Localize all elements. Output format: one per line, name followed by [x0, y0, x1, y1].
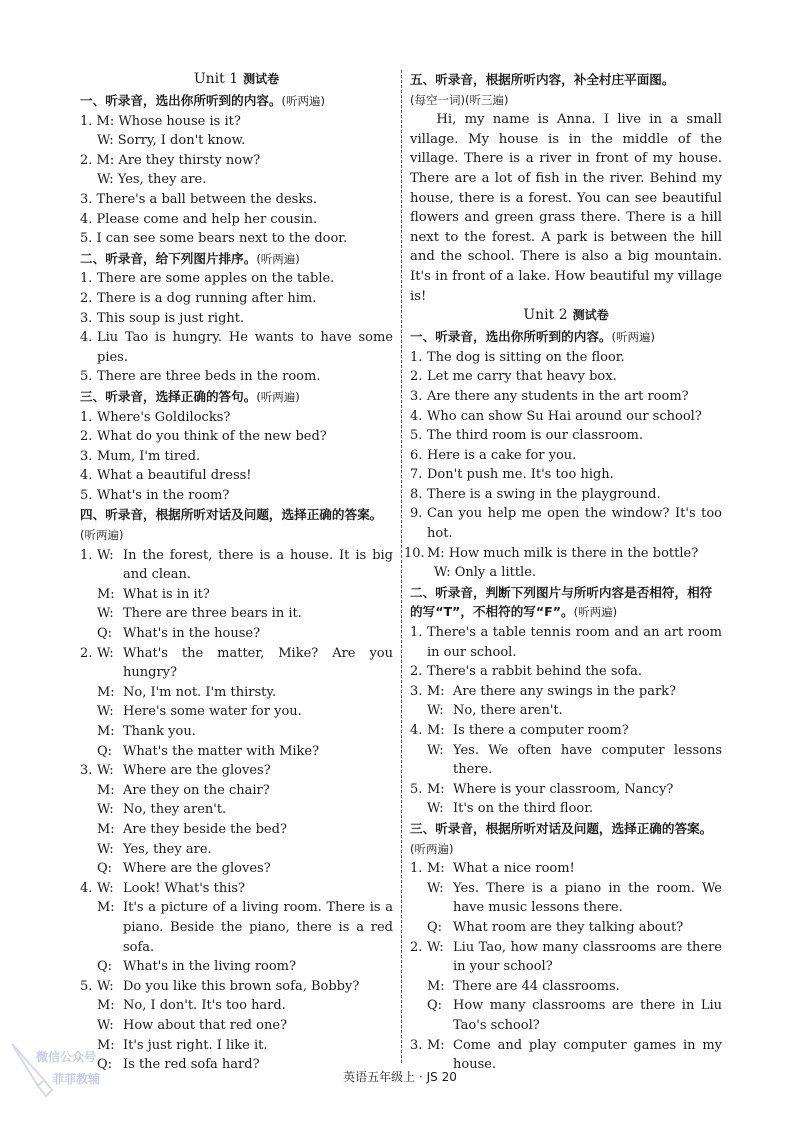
- list-item: 3. There's a ball between the desks.: [80, 191, 318, 207]
- dialogue-line: W: Yes. We often have computer lessons there.: [427, 742, 722, 778]
- list-item: 10. M: How much milk is there in the bottle?: [404, 545, 699, 561]
- dialogue-line: M: It's a picture of a living room. There is a piano. Beside the piano, there is a red sofa.: [97, 900, 393, 955]
- list-item: 8. There is a swing in the playground.: [410, 486, 661, 502]
- dialogue-line: W: No, they aren't.: [97, 802, 227, 818]
- dialogue-line: M: Are they on the chair?: [97, 782, 270, 798]
- dialogue-line: 1. W: In the forest, there is a house. It is big and clean.: [80, 547, 393, 583]
- list-item: 5. The third room is our classroom.: [410, 428, 643, 444]
- left-column: [80, 70, 393, 1075]
- list-item: 2. What do you think of the new bed?: [80, 429, 327, 445]
- unit2-sec1-heading: 一、听录音，选出你所听到的内容。(听两遍): [410, 329, 655, 345]
- unit2-sec3-heading: 三、听录音，根据所听对话及问题，选择正确的答案。(听两遍): [410, 820, 713, 856]
- dialogue-line: M: No, I don't. It's too hard.: [97, 998, 286, 1014]
- list-item: 2. M: Are they thirsty now?: [80, 152, 261, 168]
- dialogue-line: Q: What's the matter with Mike?: [97, 743, 320, 759]
- dialogue-line: 2. W: Liu Tao, how many classrooms are there in your school?: [410, 939, 722, 975]
- dialogue-line: 3. W: Where are the gloves?: [80, 763, 271, 779]
- dialogue-line: Q: What room are they talking about?: [427, 919, 684, 935]
- list-item: 1. There are some apples on the table.: [80, 271, 335, 287]
- list-item: 4. What a beautiful dress!: [80, 468, 252, 484]
- list-item: 2. There is a dog running after him.: [80, 290, 317, 306]
- unit1-title: Unit 1 测试卷: [193, 71, 280, 87]
- unit1-sec4-heading: 四、听录音，根据所听对话及问题，选择正确的答案。(听两遍): [80, 507, 383, 543]
- dialogue-line: M: There are 44 classrooms.: [427, 978, 620, 994]
- list-item: 4. Please come and help her cousin.: [80, 211, 318, 227]
- unit1-sec3-heading: 三、听录音，选择正确的答句。(听两遍): [80, 388, 300, 404]
- dialogue-line: Q: What's in the house?: [97, 626, 261, 642]
- dialogue-line: M: What is in it?: [97, 586, 210, 602]
- listening-passage: Hi, my name is Anna. I live in a small village. My house is in the middle of the village. There is a river in front of my house. There are a lot of fish in the river. Behind my house, there is a forest. You can see beautiful flowers and green grass there. There is a hill next to the forest. A park is between the hill and the school. There is also a big mountain. It's in front of a lake. How beautiful my village is!: [410, 112, 722, 304]
- list-item: 5. I can see some bears next to the door.: [80, 231, 348, 247]
- dialogue-line: W: Here's some water for you.: [97, 704, 302, 720]
- dialogue-line: W: No, there aren't.: [427, 703, 563, 719]
- dialogue-line: 4. M: Is there a computer room?: [410, 723, 629, 738]
- list-item: 3. Are there any students in the art room?: [410, 388, 689, 404]
- unit1-sec5-heading: 五、听录音，根据所听内容，补全村庄平面图。 (每空一词)(听三遍): [410, 72, 675, 107]
- unit1-sec1-heading: 一、听录音，选出你所听到的内容。(听两遍): [80, 93, 325, 108]
- watermark-line2: 菲菲教辅: [52, 1072, 101, 1086]
- list-item: W: Yes, they are.: [97, 172, 207, 188]
- dialogue-line: W: Yes. There is a piano in the room. We have music lessons there.: [427, 880, 722, 916]
- dialogue-line: Q: How many classrooms are there in Liu Tao's school?: [427, 998, 722, 1033]
- list-item: 2. Let me carry that heavy box.: [410, 369, 617, 385]
- list-item: 2. There's a rabbit behind the sofa.: [410, 664, 643, 680]
- dialogue-line: W: It's on the third floor.: [427, 801, 594, 817]
- dialogue-line: 3. M: Come and play computer games in my house.: [410, 1037, 722, 1073]
- list-item: 1. Where's Goldilocks?: [80, 409, 231, 425]
- dialogue-line: 4. W: Look! What's this?: [80, 880, 246, 896]
- list-item: 4. Who can show Su Hai around our school?: [410, 408, 702, 424]
- list-item: 6. Here is a cake for you.: [410, 447, 577, 463]
- dialogue-line: 5. W: Do you like this brown sofa, Bobby?: [80, 978, 360, 994]
- list-item: W: Sorry, I don't know.: [97, 133, 246, 149]
- list-item: 3. Mum, I'm tired.: [80, 448, 201, 464]
- list-item: 5. What's in the room?: [80, 487, 230, 503]
- dialogue-line: M: Thank you.: [97, 724, 196, 739]
- column-divider: [401, 70, 402, 1063]
- dialogue-line: W: There are three bears in it.: [97, 606, 302, 622]
- dialogue-line: 5. M: Where is your classroom, Nancy?: [410, 781, 674, 797]
- dialogue-line: 3. M: Are there any swings in the park?: [410, 683, 677, 699]
- list-item: 7. Don't push me. It's too high.: [410, 467, 614, 483]
- dialogue-line: M: It's just right. I like it.: [97, 1037, 268, 1053]
- list-item: 9. Can you help me open the window? It's too hot.: [410, 506, 722, 542]
- dialogue-line: W: Yes, they are.: [97, 841, 212, 857]
- list-item: 5. There are three beds in the room.: [80, 369, 321, 385]
- dialogue-line: M: Are they beside the bed?: [97, 821, 287, 837]
- list-item: 1. M: Whose house is it?: [80, 113, 241, 129]
- watermark: [8, 1036, 128, 1106]
- dialogue-line: 2. W: What's the matter, Mike? Are you hungry?: [80, 645, 393, 681]
- list-item: 3. This soup is just right.: [80, 310, 245, 326]
- dialogue-line: 1. M: What a nice room!: [410, 861, 575, 877]
- right-column: [404, 70, 722, 1075]
- dialogue-line: M: No, I'm not. I'm thirsty.: [97, 684, 277, 700]
- unit2-title: Unit 2 测试卷: [523, 307, 609, 324]
- dialogue-line: W: How about that red one?: [97, 1017, 287, 1033]
- page-footer: 英语五年级上 · JS 20: [343, 1070, 457, 1084]
- dialogue-line: Q: Is the red sofa hard?: [97, 1057, 260, 1073]
- list-item: W: Only a little.: [434, 565, 537, 581]
- unit2-sec2-heading: 二、听录音，判断下列图片与所听内容是否相符，相符的写“T”，不相符的写“F”。(听两遍): [410, 584, 713, 620]
- watermark-line1: 微信公众号: [36, 1050, 97, 1064]
- dialogue-line: Q: Where are the gloves?: [97, 861, 271, 877]
- list-item: 1. The dog is sitting on the floor.: [410, 349, 625, 365]
- dialogue-line: Q: What's in the living room?: [97, 959, 296, 975]
- list-item: 4. Liu Tao is hungry. He wants to have some pies.: [80, 330, 393, 365]
- list-item: 1. There's a table tennis room and an art room in our school.: [410, 625, 722, 660]
- unit1-sec2-heading: 二、听录音，给下列图片排序。(听两遍): [80, 250, 300, 266]
